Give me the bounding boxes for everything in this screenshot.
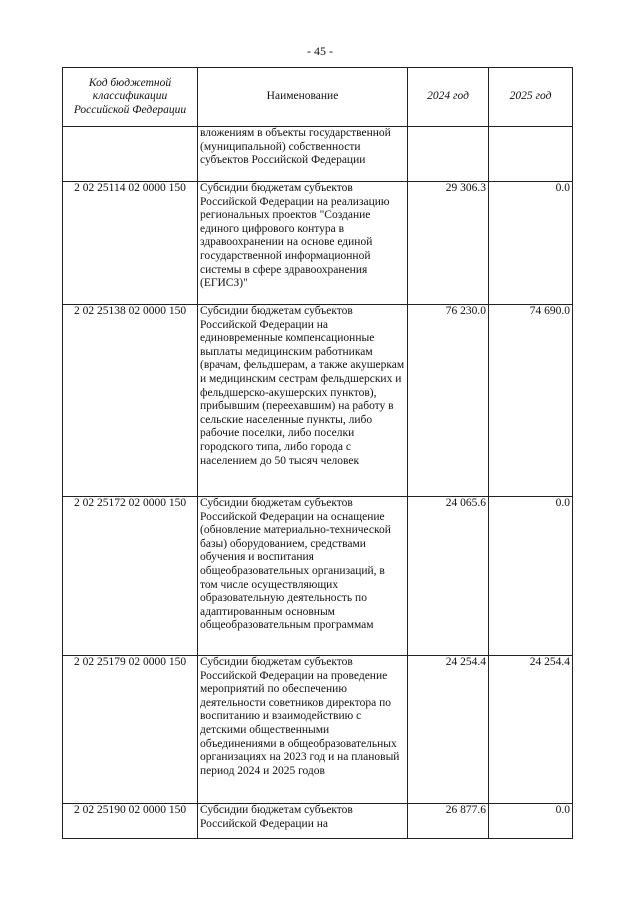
row-name: Субсидии бюджетам субъектов Российской Федерации на проведение мероприятий по обеспечению деятельности советников директора по воспитанию и взаимодействию с детскими общественными объединениями в общеобразовательных организациях на 2023 год и на плановый период 2024 и 2025 годов xyxy=(198,656,408,804)
row-code: 2 02 25138 02 0000 150 xyxy=(63,305,198,497)
row-code: 2 02 25172 02 0000 150 xyxy=(63,497,198,656)
row-amount-2024: 29 306.3 xyxy=(408,182,489,305)
row-code xyxy=(63,127,198,182)
row-amount-2025: 0.0 xyxy=(489,497,573,656)
header-2024: 2024 год xyxy=(408,68,489,127)
row-amount-2024: 26 877.6 xyxy=(408,804,489,839)
budget-classification-table xyxy=(62,67,573,839)
row-name: вложениям в объекты государственной (муниципальной) собственности субъектов Российской Федерации xyxy=(198,127,408,182)
header-name: Наименование xyxy=(198,68,408,127)
row-amount-2025: 74 690.0 xyxy=(489,305,573,497)
row-code: 2 02 25114 02 0000 150 xyxy=(63,182,198,305)
table-row xyxy=(63,182,573,305)
table-row xyxy=(63,656,573,804)
row-amount-2024: 76 230.0 xyxy=(408,305,489,497)
header-2025: 2025 год xyxy=(489,68,573,127)
table-row xyxy=(63,804,573,839)
table-row xyxy=(63,497,573,656)
row-name: Субсидии бюджетам субъектов Российской Федерации на оснащение (обновление материально-технической базы) оборудованием, средствами обучения и воспитания общеобразовательных организаций, в том числе осуществляющих образовательную деятельность по адаптированным основным общеобразовательным программам xyxy=(198,497,408,656)
table-header-row xyxy=(63,68,573,127)
table-row xyxy=(63,127,573,182)
row-amount-2025: 0.0 xyxy=(489,182,573,305)
row-amount-2024: 24 065.6 xyxy=(408,497,489,656)
row-amount-2025: 24 254.4 xyxy=(489,656,573,804)
row-amount-2024: 24 254.4 xyxy=(408,656,489,804)
row-amount-2025 xyxy=(489,127,573,182)
row-name: Субсидии бюджетам субъектов Российской Федерации на реализацию региональных проектов "Создание единого цифрового контура в здравоохранении на основе единой государственной информационной системы в сфере здравоохранения (ЕГИСЗ)" xyxy=(198,182,408,305)
row-name: Субсидии бюджетам субъектов Российской Федерации на единовременные компенсационные выплаты медицинским работникам (врачам, фельдшерам, а также акушеркам и медицинским сестрам фельдшерских и фельдшерско-акушерских пунктов), прибывшим (переехавшим) на работу в сельские населенные пункты, либо рабочие поселки, либо поселки городского типа, либо города с населением до 50 тысяч человек xyxy=(198,305,408,497)
page-number: - 45 - xyxy=(307,44,333,58)
row-code: 2 02 25179 02 0000 150 xyxy=(63,656,198,804)
row-amount-2024 xyxy=(408,127,489,182)
row-name: Субсидии бюджетам субъектов Российской Федерации на xyxy=(198,804,408,839)
row-amount-2025: 0.0 xyxy=(489,804,573,839)
table-row xyxy=(63,305,573,497)
row-code: 2 02 25190 02 0000 150 xyxy=(63,804,198,839)
header-code: Код бюджетной классификации Российской Федерации xyxy=(63,68,198,127)
